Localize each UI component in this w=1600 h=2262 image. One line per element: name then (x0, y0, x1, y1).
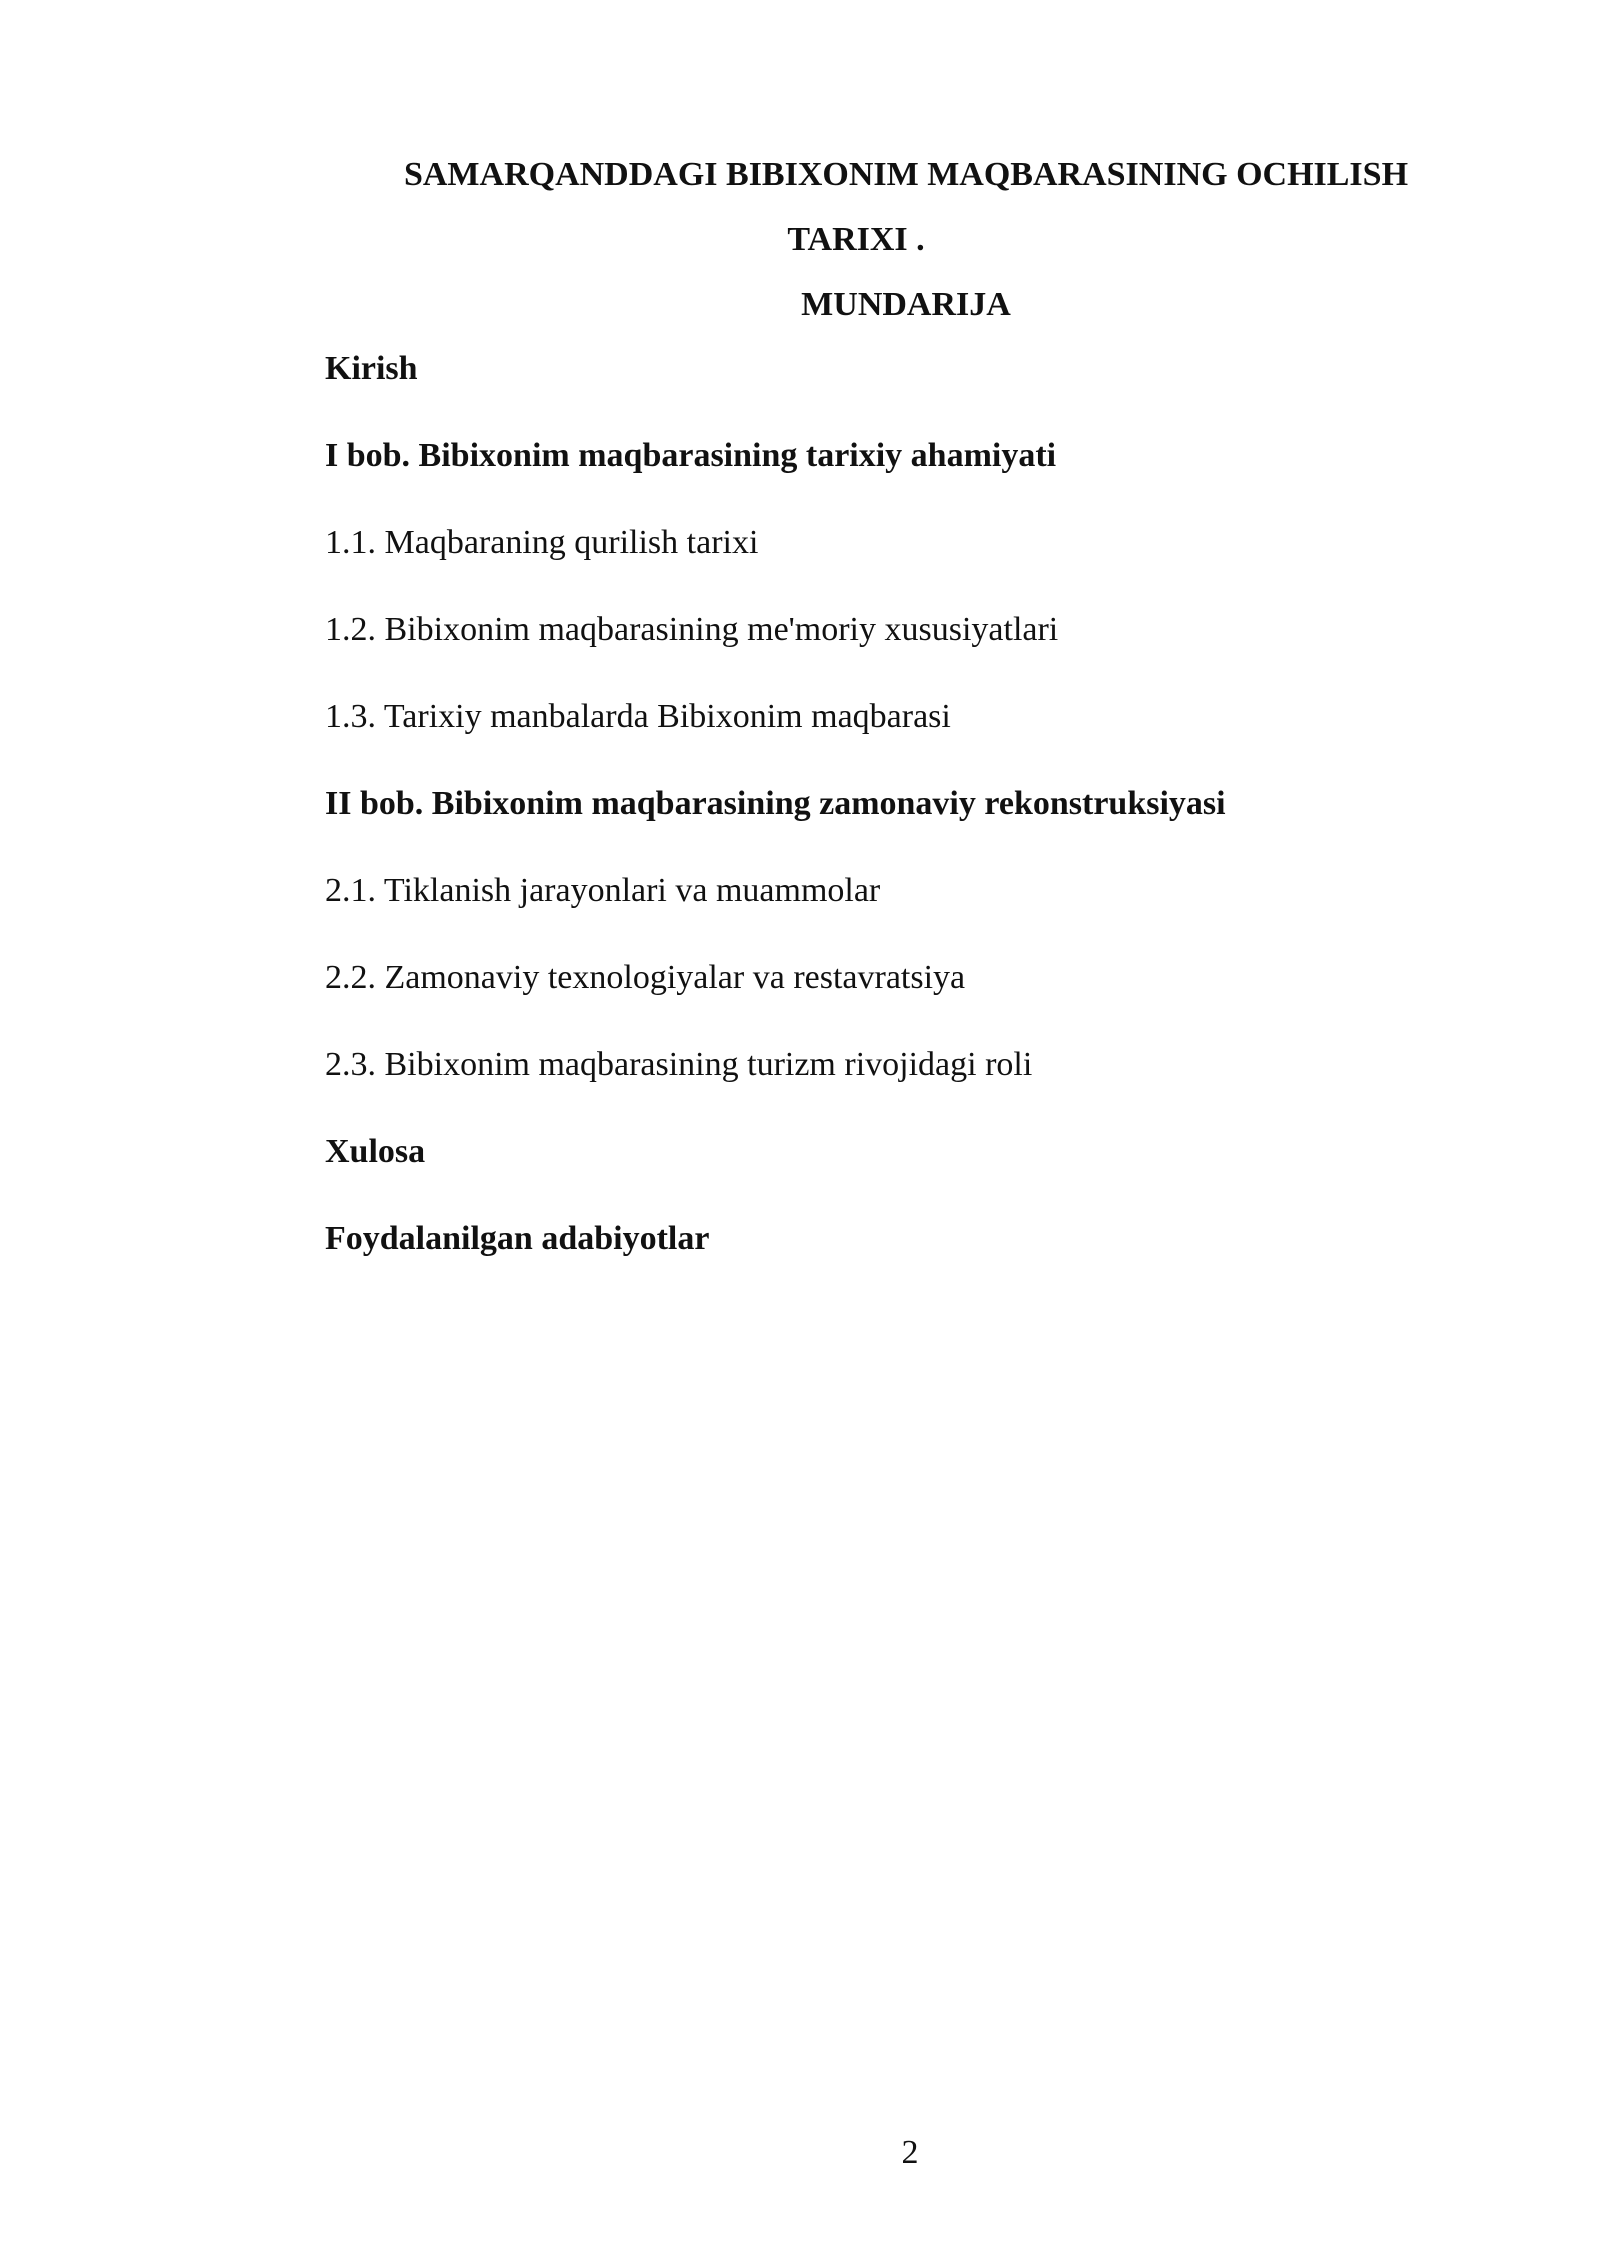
toc-item-xulosa: Xulosa (325, 1133, 426, 1170)
toc-item-2-3: 2.3. Bibixonim maqbarasining turizm rivojidagi roli (325, 1046, 1033, 1083)
toc-item-adabiyotlar: Foydalanilgan adabiyotlar (325, 1220, 710, 1257)
toc-item-chapter-1: I bob. Bibixonim maqbarasining tarixiy ahamiyati (325, 437, 1057, 474)
toc-item-1-2: 1.2. Bibixonim maqbarasining me'moriy xususiyatlari (325, 611, 1059, 648)
toc-item-chapter-2: II bob. Bibixonim maqbarasining zamonaviy rekonstruksiyasi (325, 785, 1226, 822)
toc-item-1-3: 1.3. Tarixiy manbalarda Bibixonim maqbarasi (325, 698, 951, 735)
toc-item-2-1: 2.1. Tiklanish jarayonlari va muammolar (325, 872, 881, 909)
toc-item-1-1: 1.1. Maqbaraning qurilish tarixi (325, 524, 759, 561)
document-title-line-1: SAMARQANDDAGI BIBIXONIM MAQBARASINING OCHILISH (403, 156, 1409, 193)
toc-heading: MUNDARIJA (801, 286, 1011, 323)
toc-item-kirish: Kirish (325, 350, 418, 387)
document-title-line-2: TARIXI . (787, 221, 925, 258)
page-number: 2 (901, 2134, 919, 2171)
toc-item-2-2: 2.2. Zamonaviy texnologiyalar va restavratsiya (325, 959, 966, 996)
table-of-contents (325, 352, 1525, 1309)
